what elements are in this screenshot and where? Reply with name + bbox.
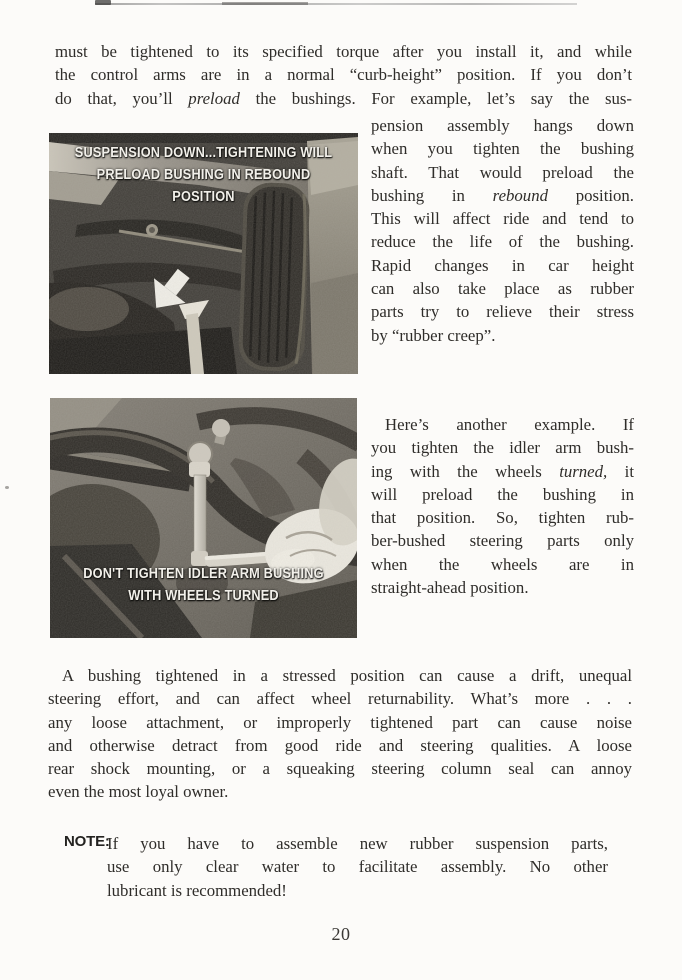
text-line: Here’s another example. If <box>385 415 634 434</box>
page-number: 20 <box>331 924 351 944</box>
photo-caption <box>68 563 338 607</box>
scan-artifact-nub <box>95 0 111 5</box>
column-text-idler <box>371 413 634 599</box>
intro-paragraph <box>55 40 632 110</box>
scan-artifact-chunk <box>222 2 308 5</box>
caption-line: SUSPENSION DOWN...TIGHTENING WILL <box>74 145 333 161</box>
text-line: parts try to relieve their stress <box>371 302 634 322</box>
photo-idler-arm <box>50 398 357 638</box>
text-line: you tighten the idler arm bush- <box>371 438 634 458</box>
text-line: shaft. That would preload the <box>371 162 634 182</box>
text-line: when you tighten the bushing <box>371 139 634 159</box>
text-line: ber-bushed steering parts only <box>371 531 634 551</box>
text-line: This will affect ride and tend to <box>371 209 634 229</box>
text-line: when the wheels are in <box>371 554 634 574</box>
scan-artifact-speck <box>5 486 9 489</box>
photo-caption <box>68 142 340 208</box>
text-line: steering effort, and can affect wheel returnability. What’s more . . . <box>48 689 632 709</box>
caption-line: PRELOAD BUSHING IN REBOUND POSITION <box>96 167 311 205</box>
text-line: any loose attachment, or improperly tightened part can cause noise <box>48 712 632 732</box>
photo-suspension-down <box>49 133 358 374</box>
text-line: even the most loyal owner. <box>48 782 229 802</box>
column-text-rebound <box>371 114 634 347</box>
caption-line: DON'T TIGHTEN IDLER ARM BUSHING <box>83 566 324 582</box>
text-line: that position. So, tighten rub- <box>371 508 634 528</box>
text-line: lubricant is recommended! <box>107 880 287 900</box>
text-line: must be tightened to its specified torque after you install it, and while <box>55 42 632 61</box>
scan-artifact-line <box>95 3 577 5</box>
text-line: use only clear water to facilitate assembly. No other <box>107 857 608 877</box>
text-line: Rapid changes in car height <box>371 255 634 275</box>
text-line: can also take place as rubber <box>371 279 634 299</box>
note-block <box>64 832 609 902</box>
text-line: straight-ahead position. <box>371 578 529 598</box>
closing-paragraph <box>48 664 632 804</box>
text-line: the control arms are in a normal “curb-height” position. If you don’t <box>55 65 632 85</box>
caption-line: WITH WHEELS TURNED <box>128 588 279 604</box>
note-label: NOTE: <box>64 833 110 850</box>
text-line: pension assembly hangs down <box>371 116 634 135</box>
text-line: rear shock mounting, or a squeaking steering column seal can annoy <box>48 759 632 779</box>
text-line: bushing in rebound position. <box>371 185 634 205</box>
text-line: by “rubber creep”. <box>371 325 496 345</box>
note-text <box>107 832 608 902</box>
text-line: If you have to assemble new rubber suspension parts, <box>107 834 608 853</box>
text-line: will preload the bushing in <box>371 484 634 504</box>
text-line: ing with the wheels turned, it <box>371 461 634 481</box>
text-line: reduce the life of the bushing. <box>371 232 634 252</box>
text-line: do that, you’ll preload the bushings. For example, let’s say the sus- <box>55 88 632 108</box>
text-line: A bushing tightened in a stressed position can cause a drift, unequal <box>62 666 632 685</box>
text-line: and otherwise detract from good ride and steering qualities. A loose <box>48 735 632 755</box>
